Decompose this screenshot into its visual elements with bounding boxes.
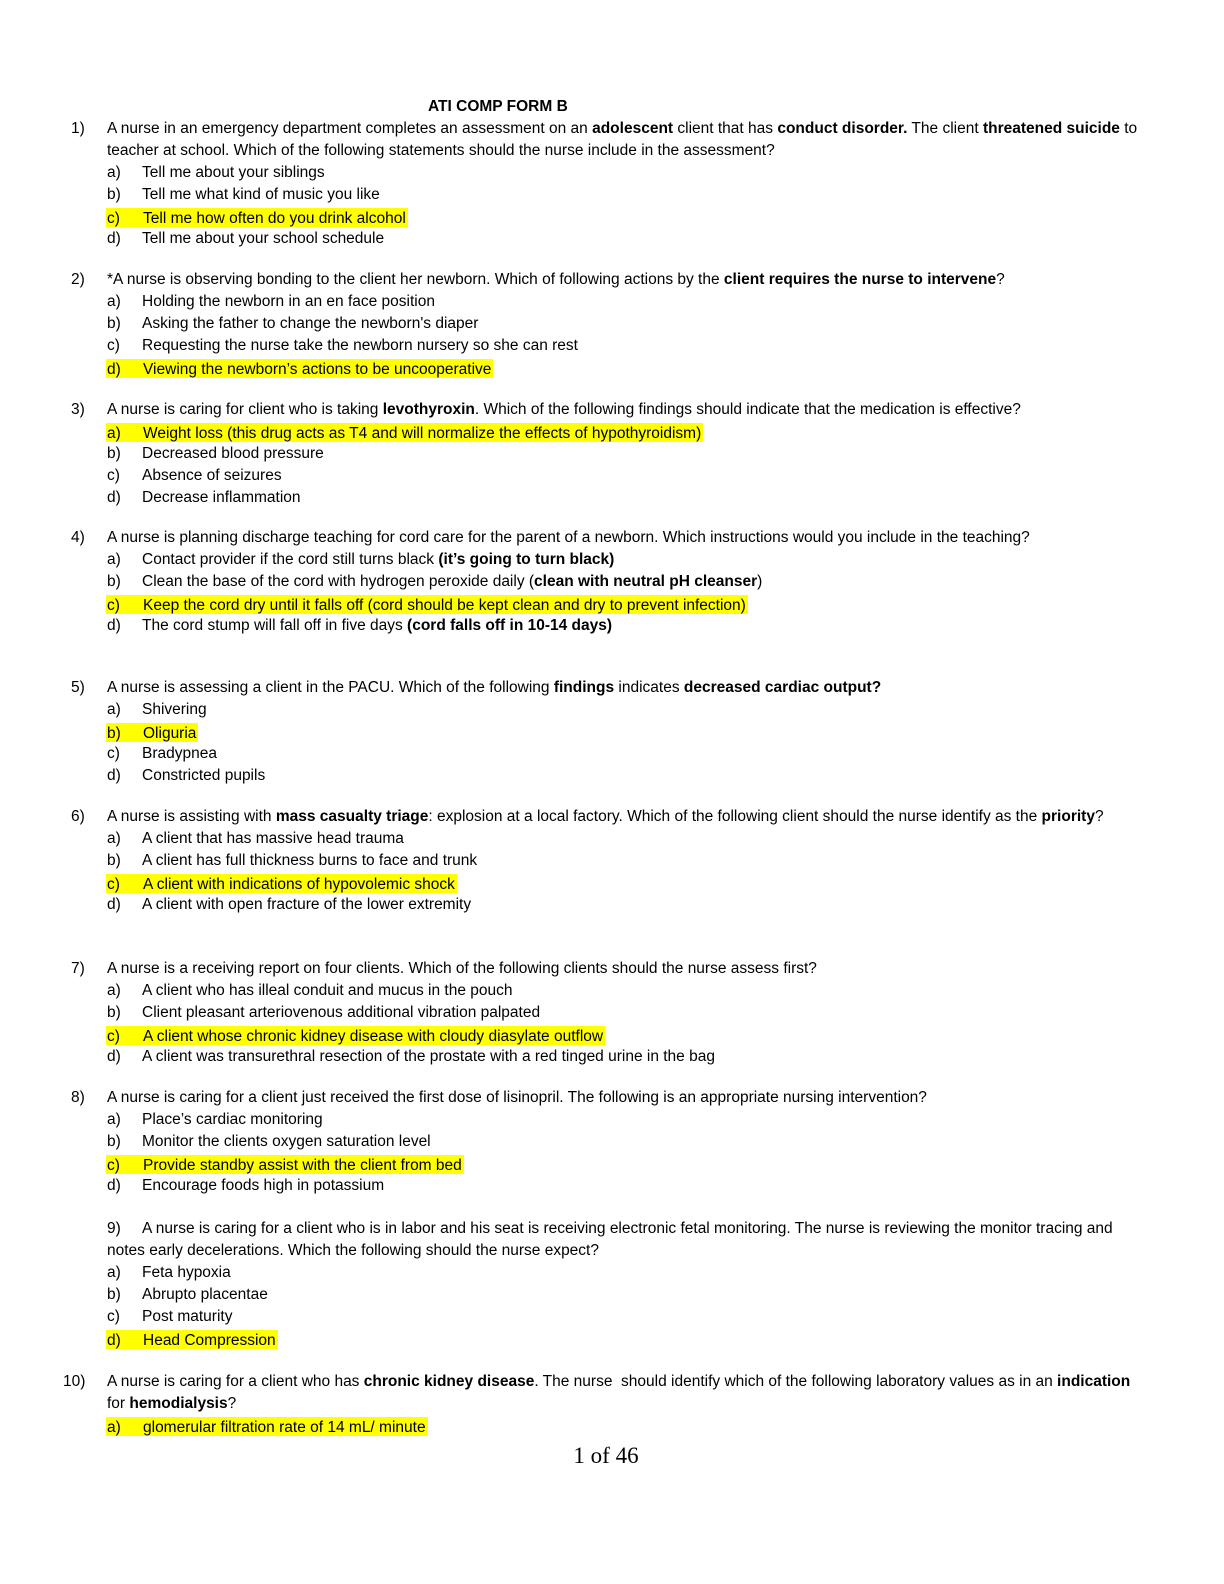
question-9 bbox=[0, 1218, 1224, 1350]
option-letter: c) bbox=[107, 1157, 120, 1174]
option-text: A client that has massive head trauma bbox=[142, 830, 404, 847]
question-text: A nurse is assessing a client in the PACU. Which of the following findings indicates decreased cardiac output? bbox=[107, 679, 882, 696]
option-text: Shivering bbox=[142, 701, 207, 718]
option-letter: c) bbox=[107, 1308, 120, 1325]
option-letter: a) bbox=[107, 1111, 121, 1128]
option-text: Abrupto placentae bbox=[142, 1286, 268, 1303]
option-text: A client with open fracture of the lower extremity bbox=[142, 896, 472, 913]
answer-option bbox=[0, 1046, 1224, 1068]
answer-highlight bbox=[106, 1417, 428, 1436]
answer-option bbox=[0, 1002, 1224, 1024]
answer-option bbox=[0, 571, 1224, 593]
question-text: A nurse is a receiving report on four clients. Which of the following clients should the nurse assess first? bbox=[107, 960, 817, 977]
answer-option bbox=[0, 184, 1224, 206]
answer-option bbox=[0, 549, 1224, 571]
option-letter: b) bbox=[107, 445, 121, 462]
question-7 bbox=[0, 958, 1224, 1068]
question-stem bbox=[0, 527, 1147, 549]
answer-option bbox=[0, 1284, 1224, 1306]
question-text: A nurse is caring for a client just received the first dose of lisinopril. The following is an appropriate nursing intervention? bbox=[107, 1089, 927, 1106]
question-text: A nurse is caring for a client who has chronic kidney disease. The nurse should identify which of the following laboratory values as in an indication for hemodialysis? bbox=[107, 1373, 1131, 1412]
option-text: Keep the cord dry until it falls off (cord should be kept clean and dry to prevent infection) bbox=[143, 597, 746, 614]
answer-highlight bbox=[106, 595, 748, 614]
question-text: A nurse is caring for a client who is in labor and his seat is receiving electronic fetal monitoring. The nurse is reviewing the monitor tracing and notes early decelerations. Which the following should the nurse expect? bbox=[107, 1220, 1113, 1259]
option-text: Post maturity bbox=[142, 1308, 233, 1325]
option-letter: d) bbox=[107, 230, 121, 247]
answer-option-highlighted bbox=[0, 1024, 1224, 1046]
option-text: Contact provider if the cord still turns black (it’s going to turn black) bbox=[142, 551, 615, 568]
question-text: A nurse is assisting with mass casualty triage: explosion at a local factory. Which of the following client should the nurse identify as the priority? bbox=[107, 808, 1104, 825]
option-letter: b) bbox=[107, 573, 121, 590]
option-text: Holding the newborn in an en face position bbox=[142, 293, 435, 310]
option-letter: b) bbox=[107, 1004, 121, 1021]
question-text: A nurse is planning discharge teaching for cord care for the parent of a newborn. Which instructions would you include in the teaching? bbox=[107, 529, 1030, 546]
answer-option bbox=[0, 335, 1224, 357]
question-number: 9) bbox=[107, 1220, 121, 1237]
question-text: *A nurse is observing bonding to the client her newborn. Which of following actions by the client requires the nurse to intervene? bbox=[107, 271, 1005, 288]
option-text: Tell me about your siblings bbox=[142, 164, 325, 181]
answer-option bbox=[0, 465, 1224, 487]
option-text: A client was transurethral resection of the prostate with a red tinged urine in the bag bbox=[142, 1048, 715, 1065]
option-text: A client has full thickness burns to face and trunk bbox=[142, 852, 478, 869]
question-8 bbox=[0, 1087, 1224, 1197]
answer-option bbox=[0, 850, 1224, 872]
answer-option-highlighted bbox=[0, 872, 1224, 894]
option-letter: c) bbox=[107, 467, 120, 484]
option-letter: d) bbox=[107, 617, 121, 634]
option-text: Absence of seizures bbox=[142, 467, 282, 484]
option-letter: d) bbox=[107, 1177, 121, 1194]
answer-option bbox=[0, 162, 1224, 184]
option-text: Asking the father to change the newborn's diaper bbox=[142, 315, 479, 332]
question-text: A nurse is caring for client who is taking levothyroxin. Which of the following findings should indicate that the medication is effective? bbox=[107, 401, 1021, 418]
question-number: 8) bbox=[71, 1089, 85, 1106]
answer-option bbox=[0, 443, 1224, 465]
answer-option-highlighted bbox=[0, 421, 1224, 443]
answer-option bbox=[0, 828, 1224, 850]
answer-option bbox=[0, 699, 1224, 721]
question-number: 4) bbox=[71, 529, 85, 546]
question-10 bbox=[0, 1371, 1224, 1437]
question-4 bbox=[0, 527, 1224, 637]
option-letter: b) bbox=[107, 315, 121, 332]
answer-highlight bbox=[106, 1330, 278, 1349]
option-text: Oliguria bbox=[143, 725, 197, 742]
answer-option bbox=[0, 313, 1224, 335]
answer-option bbox=[0, 1175, 1224, 1197]
question-number: 1) bbox=[71, 120, 85, 137]
question-3 bbox=[0, 399, 1224, 509]
option-letter: b) bbox=[107, 1133, 121, 1150]
option-letter: c) bbox=[107, 876, 120, 893]
option-letter: a) bbox=[107, 1419, 121, 1436]
option-text: Head Compression bbox=[143, 1332, 276, 1349]
option-text: Constricted pupils bbox=[142, 767, 266, 784]
answer-option bbox=[0, 743, 1224, 765]
question-number: 7) bbox=[71, 960, 85, 977]
option-text: Tell me how often do you drink alcohol bbox=[143, 210, 406, 227]
option-text: Tell me about your school schedule bbox=[142, 230, 385, 247]
option-letter: b) bbox=[107, 1286, 121, 1303]
answer-option-highlighted bbox=[0, 593, 1224, 615]
option-text: A client whose chronic kidney disease with cloudy diasylate outflow bbox=[143, 1028, 604, 1045]
answer-highlight bbox=[106, 723, 198, 742]
option-letter: a) bbox=[107, 551, 121, 568]
option-letter: d) bbox=[107, 361, 121, 378]
question-stem bbox=[0, 399, 1147, 421]
question-stem bbox=[0, 118, 1147, 162]
answer-option-highlighted bbox=[0, 357, 1224, 379]
answer-highlight bbox=[106, 423, 703, 442]
answer-option bbox=[0, 228, 1224, 250]
question-1 bbox=[0, 118, 1224, 250]
answer-option bbox=[0, 615, 1224, 637]
option-text: Clean the base of the cord with hydrogen peroxide daily (clean with neutral pH cleanser) bbox=[142, 573, 763, 590]
question-number: 10) bbox=[63, 1373, 86, 1390]
option-letter: a) bbox=[107, 293, 121, 310]
answer-highlight bbox=[106, 1026, 605, 1045]
answer-option bbox=[0, 1131, 1224, 1153]
question-number: 6) bbox=[71, 808, 85, 825]
question-stem bbox=[0, 1371, 1147, 1415]
option-text: Tell me what kind of music you like bbox=[142, 186, 380, 203]
answer-option-highlighted bbox=[0, 1153, 1224, 1175]
question-number: 2) bbox=[71, 271, 85, 288]
option-letter: c) bbox=[107, 210, 120, 227]
option-text: Place’s cardiac monitoring bbox=[142, 1111, 323, 1128]
option-letter: c) bbox=[107, 745, 120, 762]
answer-option bbox=[0, 894, 1224, 916]
option-letter: a) bbox=[107, 425, 121, 442]
option-text: Bradypnea bbox=[142, 745, 217, 762]
option-text: Client pleasant arteriovenous additional vibration palpated bbox=[142, 1004, 541, 1021]
question-stem bbox=[0, 1087, 1147, 1109]
option-text: glomerular filtration rate of 14 mL/ minute bbox=[143, 1419, 426, 1436]
option-letter: a) bbox=[107, 1264, 121, 1281]
option-text: Decrease inflammation bbox=[142, 489, 301, 506]
question-number: 3) bbox=[71, 401, 85, 418]
option-letter: a) bbox=[107, 164, 121, 181]
option-letter: d) bbox=[107, 767, 121, 784]
question-6 bbox=[0, 806, 1224, 916]
option-text: Viewing the newborn’s actions to be uncooperative bbox=[143, 361, 492, 378]
option-letter: c) bbox=[107, 597, 120, 614]
answer-highlight bbox=[106, 208, 408, 227]
question-5 bbox=[0, 677, 1224, 787]
answer-option bbox=[0, 980, 1224, 1002]
option-text: Weight loss (this drug acts as T4 and will normalize the effects of hypothyroidism) bbox=[143, 425, 702, 442]
answer-option-highlighted bbox=[0, 721, 1224, 743]
option-text: Provide standby assist with the client from bed bbox=[143, 1157, 462, 1174]
option-text: Requesting the nurse take the newborn nursery so she can rest bbox=[142, 337, 578, 354]
answer-option-highlighted bbox=[0, 206, 1224, 228]
option-letter: d) bbox=[107, 896, 121, 913]
option-text: Encourage foods high in potassium bbox=[142, 1177, 385, 1194]
option-letter: b) bbox=[107, 186, 121, 203]
question-2 bbox=[0, 269, 1224, 379]
option-text: A client who has illeal conduit and mucus in the pouch bbox=[142, 982, 513, 999]
option-text: Monitor the clients oxygen saturation level bbox=[142, 1133, 431, 1150]
question-stem bbox=[0, 958, 1147, 980]
option-letter: a) bbox=[107, 982, 121, 999]
question-stem bbox=[0, 806, 1147, 828]
option-letter: c) bbox=[107, 337, 120, 354]
option-letter: a) bbox=[107, 830, 121, 847]
answer-option bbox=[0, 291, 1224, 313]
answer-highlight bbox=[106, 874, 457, 893]
answer-option bbox=[0, 1109, 1224, 1131]
option-text: The cord stump will fall off in five days (cord falls off in 10-14 days) bbox=[142, 617, 613, 634]
option-text: Feta hypoxia bbox=[142, 1264, 231, 1281]
page-number: 1 of 46 bbox=[573, 1443, 639, 1468]
question-text: A nurse in an emergency department completes an assessment on an adolescent client that has conduct disorder. The client threatened suicide to teacher at school. Which of the following statements should the nurse include in the assessment? bbox=[107, 120, 1138, 159]
option-letter: d) bbox=[107, 1332, 121, 1349]
option-letter: d) bbox=[107, 489, 121, 506]
question-number: 5) bbox=[71, 679, 85, 696]
option-letter: d) bbox=[107, 1048, 121, 1065]
option-letter: c) bbox=[107, 1028, 120, 1045]
question-stem bbox=[0, 677, 1147, 699]
answer-highlight bbox=[106, 1155, 464, 1174]
page-title: ATI COMP FORM B bbox=[428, 98, 568, 115]
option-text: A client with indications of hypovolemic shock bbox=[143, 876, 455, 893]
answer-option bbox=[0, 487, 1224, 509]
answer-option-highlighted bbox=[0, 1415, 1224, 1437]
option-letter: a) bbox=[107, 701, 121, 718]
option-letter: b) bbox=[107, 725, 121, 742]
option-letter: b) bbox=[107, 852, 121, 869]
answer-option bbox=[0, 765, 1224, 787]
question-stem bbox=[0, 269, 1147, 291]
question-stem bbox=[0, 1218, 1147, 1262]
answer-option bbox=[0, 1262, 1224, 1284]
answer-option bbox=[0, 1306, 1224, 1328]
answer-option-highlighted bbox=[0, 1328, 1224, 1350]
answer-highlight bbox=[106, 359, 493, 378]
option-text: Decreased blood pressure bbox=[142, 445, 324, 462]
